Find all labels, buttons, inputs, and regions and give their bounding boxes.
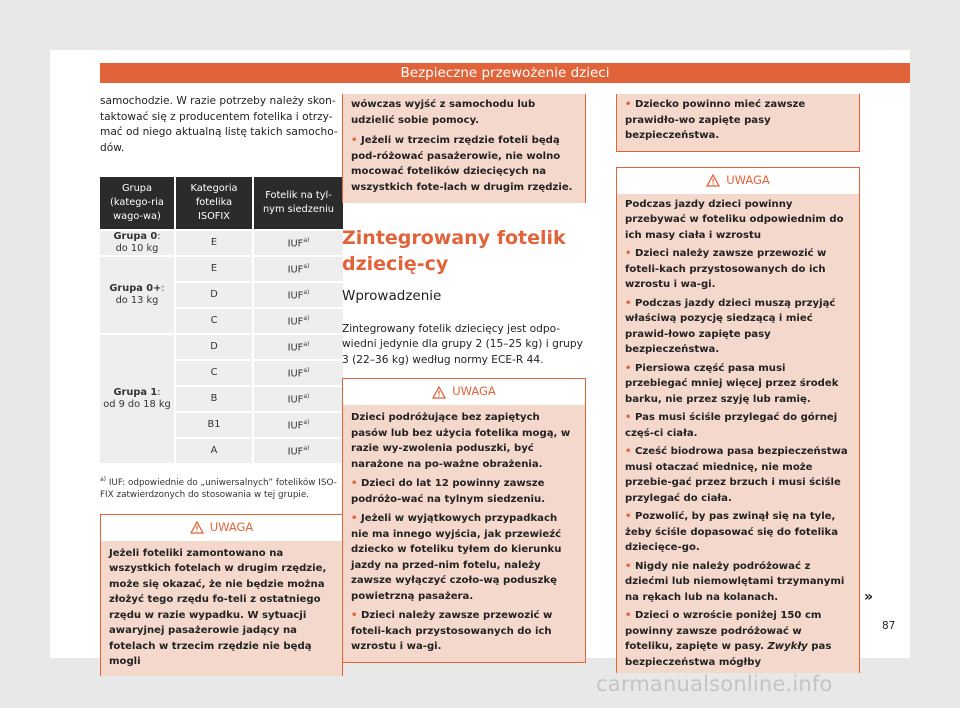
- warning-intro: Dzieci podróżujące bez zapiętych pasów lub bez użycia fotelika mogą, w razie wy-zwolenia poduszki, być narażone na po-ważne obrażenia.: [351, 412, 571, 470]
- section-body: Zintegrowany fotelik dziecięcy jest odpo-wiedni jedynie dla grupy 2 (15–25 kg) i grupy 3 (22–36 kg) według normy ECE-R 44.: [342, 322, 583, 366]
- warning-bullet: [625, 410, 851, 441]
- warning-header-2: [343, 379, 585, 405]
- warning-triangle-icon: [432, 386, 446, 399]
- bullet-text: Nigdy nie należy podróżować z dziećmi lub niemowlętami trzymanymi na rękach lub na kolanach.: [625, 560, 845, 603]
- warning-text: Jeżeli foteliki zamontowano na wszystkich fotelach w drugim rzędzie, może się okazać, że nie będzie można złożyć tego rzędu fo-teli z ostatniego rzędu w razie wypadku. W sytuacji awaryjnej pasażerowie jadący na fotelach w trzecim rzędzie nie będą mogli: [109, 547, 327, 668]
- warning-body-3: [617, 194, 859, 674]
- bullet-text: Podczas jazdy dzieci muszą przyjąć właściwą pozycję siedzącą i mieć prawid-łowo zapięte pasy bezpieczeństwa.: [625, 297, 836, 355]
- table-cell-group: Grupa 1: od 9 do 18 kg: [100, 335, 174, 463]
- warning-cont-text: wówczas wyjść z samochodu lub udzielić sobie pomocy.: [351, 99, 536, 126]
- table-cell-rear-seat: IUF$^{a)}$: [254, 257, 343, 281]
- warning-bullet: [625, 246, 851, 293]
- page-header: Bezpieczne przewożenie dzieci: [100, 63, 910, 83]
- table-cell-category: E: [176, 257, 252, 281]
- column-right: [616, 94, 860, 673]
- bullet-icon: •: [625, 362, 632, 374]
- bullet-text: Cześć biodrowa pasa bezpieczeństwa musi otaczać miednicę, nie może przebie-gać przez brzuch i musi ściśle przylegać do ciała.: [625, 446, 848, 504]
- table-cell-rear-seat: IUF$^{a)}$: [254, 283, 343, 307]
- warning-cont-body: [343, 94, 585, 203]
- warning-body: [101, 541, 342, 676]
- table-cell-rear-seat: IUF$^{a)}$: [254, 387, 343, 411]
- warning-header: [101, 515, 342, 541]
- table-cell-group: Grupa 0+: do 13 kg: [100, 257, 174, 333]
- bullet-text: Pozwolić, by pas zwinął się na tyle, żeby ściśle dopasować się do fotelika dziecięce-go.: [625, 511, 839, 553]
- warning-bullet: [625, 296, 851, 358]
- bullet-icon: •: [625, 297, 632, 309]
- warning-bullet: [351, 608, 577, 655]
- intro-paragraph: samochodzie. W razie potrzeby należy skon-taktować się z producentem fotelika i otrzy-mać od niego aktualną listę takich samocho-dów.: [100, 95, 338, 154]
- bullet-text: Dzieci o wzroście poniżej 150 cm powinny zawsze podróżować w foteliku, zapięte w pasy.: [625, 610, 822, 652]
- bullet-icon: •: [351, 610, 358, 621]
- isofix-table: [98, 175, 345, 465]
- bullet-icon: •: [625, 412, 632, 423]
- table-cell-rear-seat: IUF$^{a)}$: [254, 309, 343, 333]
- warning-box-2: [342, 378, 586, 663]
- page-number: 87: [882, 620, 896, 632]
- warning-box: [100, 514, 343, 676]
- warning-box-3: [616, 167, 860, 674]
- table-cell-category: D: [176, 283, 252, 307]
- table-cell-category: D: [176, 335, 252, 359]
- table-cell-category: B1: [176, 413, 252, 437]
- bullet-icon: •: [351, 513, 358, 524]
- table-cell-rear-seat: IUF$^{a)}$: [254, 231, 343, 255]
- column-left: [100, 94, 343, 676]
- bullet-icon: •: [351, 135, 358, 146]
- warning-bullet: [625, 444, 851, 506]
- bullet-text: Pas musi ściśle przylegać do górnej częś-ci ciała.: [625, 412, 838, 439]
- warning-cont-bullet: [625, 97, 851, 144]
- bullet-text: Jeżeli w trzecim rzędzie foteli będą pod-różować pasażerowie, nie wolno mocować fotelików dziecięcych na wszystkich fote-lach w drugim rzędzie.: [351, 135, 573, 193]
- table-cell-rear-seat: IUF$^{a)}$: [254, 361, 343, 385]
- column-middle: [342, 94, 586, 663]
- watermark: carmanualsonline.info: [596, 672, 833, 696]
- warning-bullet: [625, 509, 851, 556]
- table-row: [100, 231, 343, 255]
- table-header-category: Kategoria fotelika ISOFIX: [176, 177, 252, 229]
- table-cell-category: E: [176, 231, 252, 255]
- warning-bullet: [351, 476, 577, 507]
- warning-title: UWAGA: [726, 172, 770, 187]
- continue-mark: »: [864, 589, 874, 605]
- footnote-text: IUF: odpowiednie do „uniwersalnych” fotelików ISO-FIX zatwierdzonych do stosowania w tej grupie.: [100, 477, 337, 500]
- warning-bullet: [625, 361, 851, 408]
- warning-title: UWAGA: [209, 520, 254, 535]
- warning-bullet: [625, 608, 851, 670]
- warning-triangle-icon: [706, 174, 720, 187]
- bullet-text-end: pas bezpieczeństwa mógłby: [625, 641, 832, 668]
- bullet-text: Dziecko powinno mieć zawsze prawidło-wo zapięte pasy bezpieczeństwa.: [625, 99, 806, 141]
- bullet-text: Piersiowa część pasa musi przebiegać mniej więcej przez środek barku, nie przez szyję lub ramię.: [625, 362, 839, 405]
- table-cell-group: Grupa 0: do 10 kg: [100, 231, 174, 255]
- bullet-text: Dzieci należy zawsze przewozić w foteli-kach przystosowanych do ich wzrostu i wa-gi.: [351, 610, 553, 652]
- warning-triangle-icon: [190, 521, 204, 534]
- table-header-group: Grupa (katego-ria wago-wa): [100, 177, 174, 229]
- warning-title: UWAGA: [452, 384, 496, 399]
- bullet-icon: •: [625, 511, 632, 522]
- manual-page: [50, 50, 910, 668]
- subsection-heading: Wprowadzenie: [342, 288, 442, 304]
- table-cell-rear-seat: IUF$^{a)}$: [254, 439, 343, 463]
- warning-bullet: [351, 511, 577, 604]
- bullet-icon: •: [625, 99, 632, 110]
- table-cell-category: C: [176, 309, 252, 333]
- table-cell-rear-seat: IUF$^{a)}$: [254, 335, 343, 359]
- table-cell-rear-seat: IUF$^{a)}$: [254, 413, 343, 437]
- bullet-icon: •: [625, 248, 632, 259]
- table-footnote: [100, 474, 343, 501]
- warning-body-2: [343, 405, 585, 662]
- warning-header-3: [617, 168, 859, 194]
- warning-bullet: [625, 559, 851, 606]
- bullet-italic-text: Zwykły: [767, 641, 808, 652]
- warning-cont-body-3: [617, 94, 859, 151]
- bullet-text: Dzieci do lat 12 powinny zawsze podróżo-wać na tylnym siedzeniu.: [351, 478, 546, 505]
- table-header-rear-seat: Fotelik na tyl-nym siedzeniu: [254, 177, 343, 229]
- table-cell-category: B: [176, 387, 252, 411]
- warning-continuation: [342, 94, 586, 203]
- bullet-icon: •: [351, 478, 358, 489]
- warning-continuation-3: [616, 94, 860, 152]
- table-cell-category: A: [176, 439, 252, 463]
- bullet-icon: •: [625, 560, 632, 572]
- table-cell-category: C: [176, 361, 252, 385]
- footnote-mark: a): [100, 476, 107, 483]
- section-heading: Zintegrowany fotelik dziecię-cy: [342, 227, 566, 275]
- warning-cont-bullet: [351, 133, 577, 195]
- bullet-text: Dzieci należy zawsze przewozić w foteli-kach przystosowanych do ich wzrostu i wa-gi.: [625, 248, 827, 290]
- warning-intro: Podczas jazdy dzieci powinny przebywać w foteliku odpowiednim do ich masy ciała i wzrostu: [625, 198, 844, 241]
- bullet-icon: •: [625, 446, 632, 457]
- table-row: [100, 335, 343, 359]
- table-row: [100, 257, 343, 281]
- bullet-text: Jeżeli w wyjątkowych przypadkach nie ma innego wyjścia, jak przewieźć dziecko w foteliku tyłem do kierunku jazdy na przed-nim fotelu, należy zawsze wyłączyć czoło-wą poduszkę powietrzną pasażera.: [351, 513, 562, 602]
- bullet-icon: •: [625, 610, 632, 621]
